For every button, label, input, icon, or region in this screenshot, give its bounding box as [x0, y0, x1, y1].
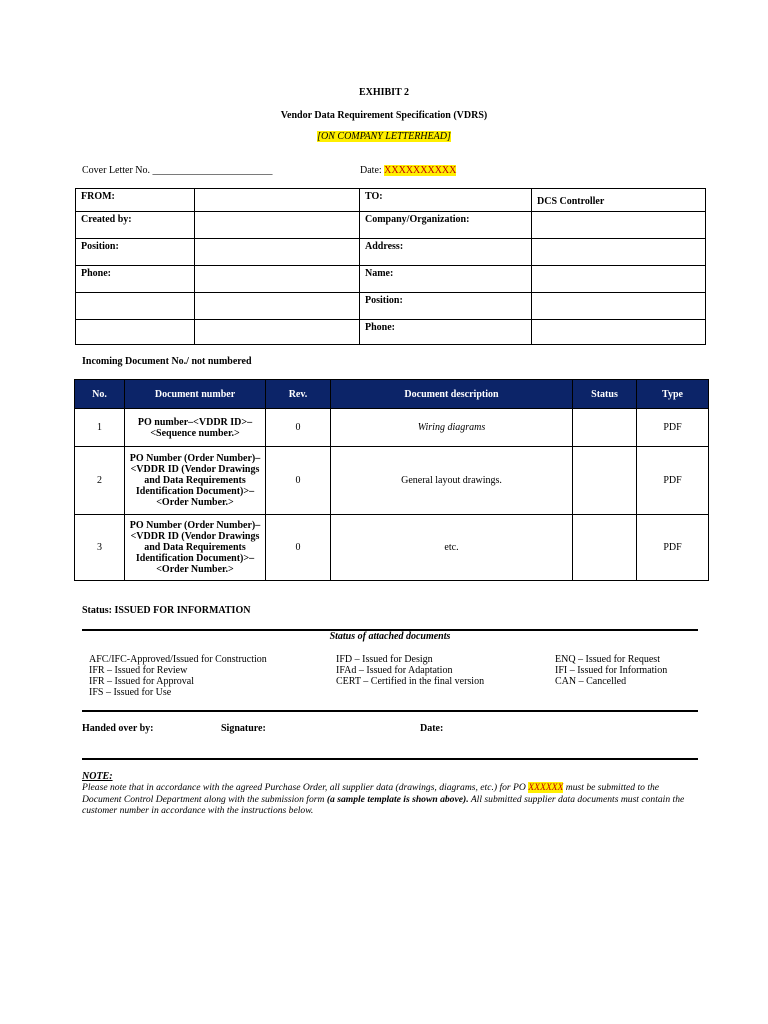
info-cell: [195, 239, 360, 266]
document-title: Vendor Data Requirement Specification (VDRS): [280, 110, 488, 121]
doc-number-cell: PO Number (Order Number)–<VDDR ID (Vendor Drawings and Data Requirements Identification Document)>–<Order Number.>: [125, 515, 266, 581]
note-label-wrap: [82, 771, 113, 782]
legend-item: IFD – Issued for Design: [336, 654, 433, 665]
table-row: [75, 409, 709, 447]
legend-item: ENQ – Issued for Request: [555, 654, 660, 665]
column-header: Status: [573, 380, 637, 409]
documents-table: [74, 379, 709, 581]
doc-description-cell: etc.: [331, 515, 573, 581]
doc-status-cell: [573, 409, 637, 447]
info-cell: [532, 293, 706, 320]
cover-date: [360, 165, 456, 176]
info-row: [76, 189, 706, 212]
doc-rev-cell: 0: [266, 515, 331, 581]
info-row: [76, 293, 706, 320]
info-cell: Name:: [360, 266, 532, 293]
legend-item: AFC/IFC-Approved/Issued for Construction: [89, 654, 267, 665]
legend-col-3: [555, 654, 667, 687]
legend-item: IFS – Issued for Use: [89, 687, 172, 698]
legend-item: IFR – Issued for Review: [89, 665, 188, 676]
info-cell: Phone:: [76, 266, 195, 293]
doc-no-cell: 2: [75, 447, 125, 515]
status-label: Status:: [82, 605, 113, 616]
legend-col-1: [89, 654, 267, 698]
info-row: [76, 212, 706, 239]
info-cell: [76, 293, 195, 320]
info-cell: [195, 212, 360, 239]
cover-letter-line: [82, 165, 273, 176]
doc-no-cell: 3: [75, 515, 125, 581]
column-header: Rev.: [266, 380, 331, 409]
status-line: [82, 605, 250, 616]
info-cell: FROM:: [76, 189, 195, 212]
info-cell: DCS Controller: [532, 189, 706, 212]
handed-over-label: Handed over by:: [82, 723, 154, 734]
column-header: No.: [75, 380, 125, 409]
legend-item: IFI – Issued for Information: [555, 665, 668, 676]
doc-type-cell: PDF: [637, 409, 709, 447]
info-row: [76, 239, 706, 266]
info-cell: Phone:: [360, 320, 532, 345]
legend-item: IFAd – Issued for Adaptation: [336, 665, 453, 676]
incoming-doc-label: Incoming Document No./ not numbered: [82, 356, 252, 367]
divider: [82, 758, 698, 760]
doc-status-cell: [573, 515, 637, 581]
info-cell: [76, 320, 195, 345]
note-po-number: XXXXXX: [528, 782, 564, 793]
doc-type-cell: PDF: [637, 447, 709, 515]
info-cell: Address:: [360, 239, 532, 266]
column-header: Document number: [125, 380, 266, 409]
signature-label: Signature:: [221, 723, 266, 734]
divider: [82, 710, 698, 712]
cover-letter-label: Cover Letter No.: [82, 165, 151, 176]
documents-header-row: [75, 380, 709, 409]
info-cell: [532, 266, 706, 293]
doc-number-cell: PO Number (Order Number)–<VDDR ID (Vendor Drawings and Data Requirements Identification Document)>–<Order Number.>: [125, 447, 266, 515]
note-label: NOTE:: [82, 771, 113, 782]
letterhead-note: [ON COMPANY LETTERHEAD]: [317, 131, 451, 142]
doc-rev-cell: 0: [266, 447, 331, 515]
doc-no-cell: 1: [75, 409, 125, 447]
note-text-part: Please note that in accordance with the agreed Purchase Order, all supplier data (drawings, diagrams, etc.) for PO: [82, 782, 529, 793]
note-text-part: All submitted supplier data documents must contain the customer number in accordance with the instructions below.: [82, 793, 685, 816]
handover-date-label: Date:: [420, 723, 444, 734]
doc-number-cell: PO number–<VDDR ID>–<Sequence number.>: [125, 409, 266, 447]
legend-col-2: [336, 654, 484, 687]
cover-date-label: Date:: [360, 165, 382, 176]
info-cell: [532, 239, 706, 266]
cover-date-value: XXXXXXXXXX: [384, 165, 457, 176]
info-row: [76, 266, 706, 293]
info-cell: Company/Organization:: [360, 212, 532, 239]
info-cell: Position:: [360, 293, 532, 320]
info-cell: Created by:: [76, 212, 195, 239]
info-table-body: [76, 189, 706, 345]
column-header: Document description: [331, 380, 573, 409]
status-value: ISSUED FOR INFORMATION: [114, 605, 251, 616]
legend-item: IFR – Issued for Approval: [89, 676, 194, 687]
table-row: [75, 515, 709, 581]
legend-item: CAN – Cancelled: [555, 676, 627, 687]
cover-letter-blank: ________________________: [152, 165, 273, 176]
table-row: [75, 447, 709, 515]
info-cell: [195, 320, 360, 345]
info-cell: [195, 293, 360, 320]
info-cell: TO:: [360, 189, 532, 212]
doc-rev-cell: 0: [266, 409, 331, 447]
info-cell: Position:: [76, 239, 195, 266]
info-cell: [195, 189, 360, 212]
info-cell: [195, 266, 360, 293]
info-cell: [532, 212, 706, 239]
legend-item: CERT – Certified in the final version: [336, 676, 485, 687]
doc-description-cell: General layout drawings.: [331, 447, 573, 515]
legend-title: Status of attached documents: [329, 631, 451, 642]
documents-table-body: [75, 409, 709, 581]
note-text-part: must be submitted to the Document Control Department along with the submission form: [82, 782, 660, 805]
info-cell: [532, 320, 706, 345]
info-row: [76, 320, 706, 345]
column-header: Type: [637, 380, 709, 409]
doc-status-cell: [573, 447, 637, 515]
exhibit-label: EXHIBIT 2: [358, 87, 410, 98]
info-table: [75, 188, 706, 345]
note-text-bold: (a sample template is shown above).: [326, 793, 469, 805]
note-text: [82, 782, 700, 817]
doc-description-cell: Wiring diagrams: [331, 409, 573, 447]
doc-type-cell: PDF: [637, 515, 709, 581]
letterhead-note-wrap: [0, 131, 768, 142]
